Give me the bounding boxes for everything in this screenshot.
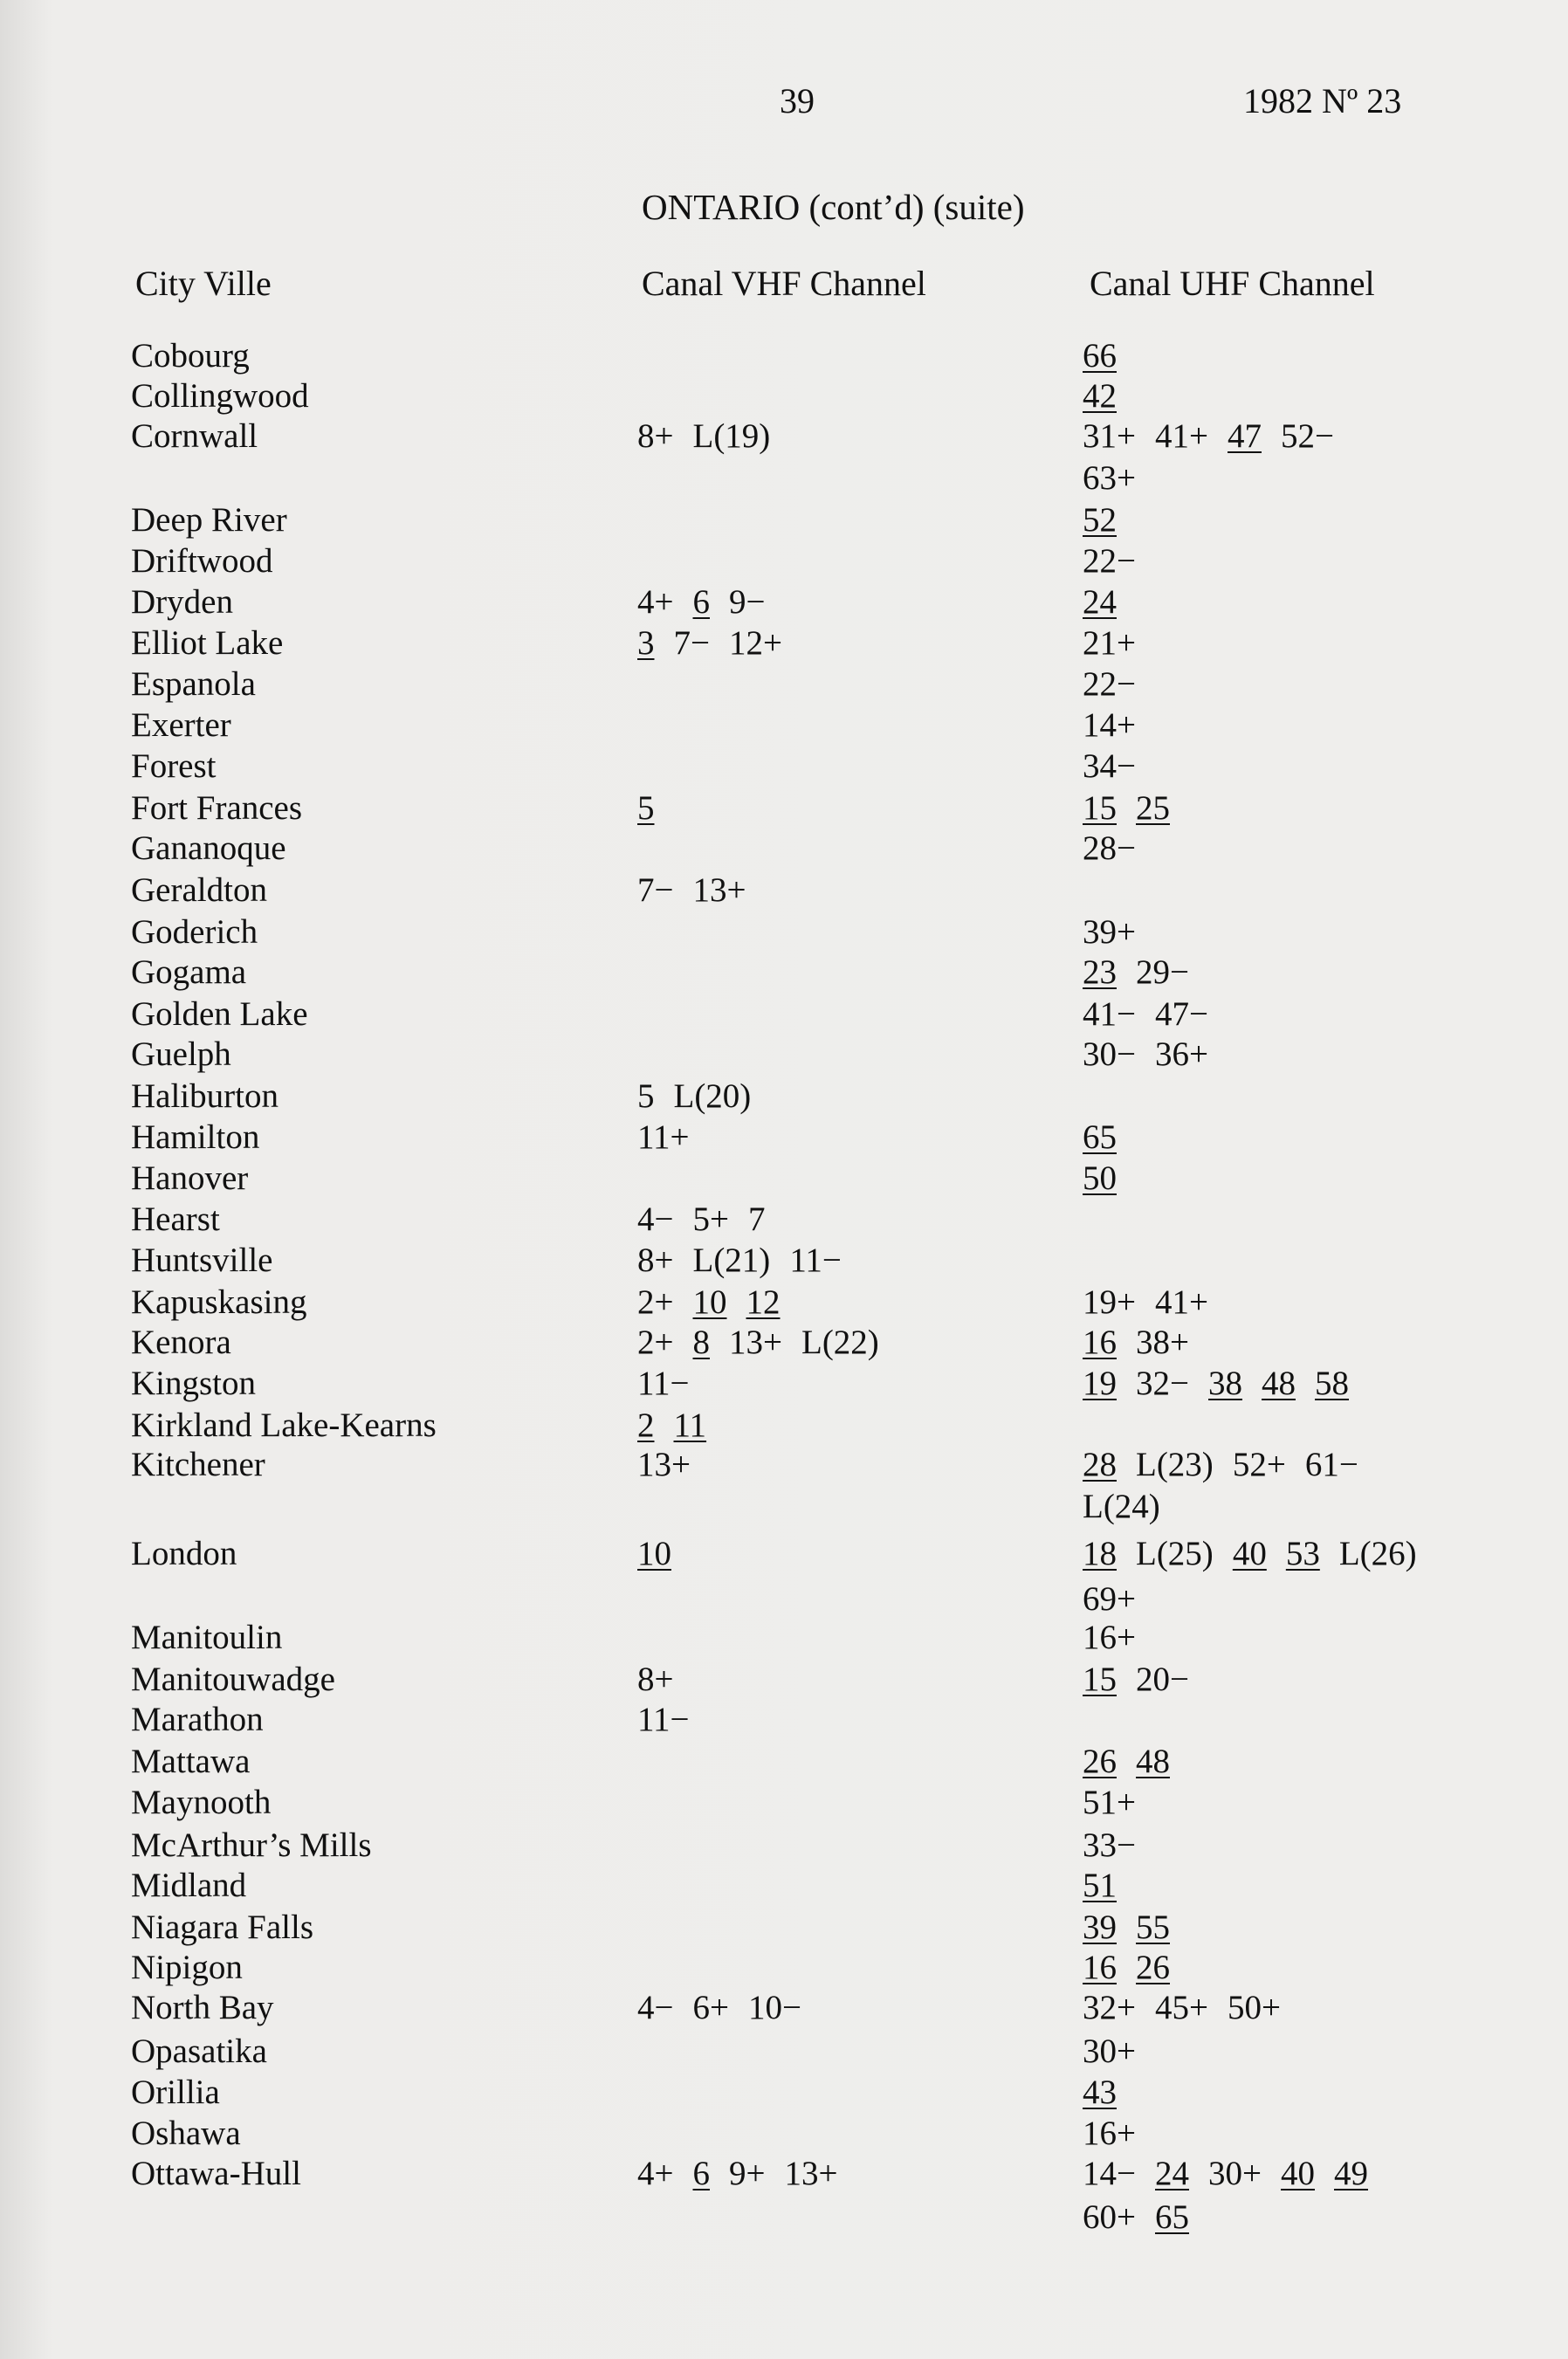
vhf-channels [637,1202,785,1236]
uhf-channels [1083,461,1155,495]
city-name: Elliot Lake [131,624,284,662]
channel-value: 41− [1083,995,1136,1033]
channel-value: 33− [1083,1826,1136,1864]
vhf-channels [637,2156,857,2190]
city-name: Gogama [131,953,247,991]
vhf-channels [637,1366,709,1400]
channel-value-underlined: 58 [1315,1365,1349,1402]
channel-value-underlined: 3 [637,624,655,662]
channel-value: 2+ [637,1283,674,1321]
uhf-channels [1083,749,1155,783]
channel-value-underlined: 16 [1083,1949,1117,1986]
uhf-channels [1083,1537,1436,1571]
channel-value: 20− [1136,1661,1189,1698]
channel-value-underlined: 19 [1083,1365,1117,1402]
city-name: Maynooth [131,1784,272,1821]
channel-value-underlined: 40 [1281,2155,1315,2192]
uhf-channels [1083,1744,1189,1778]
vhf-channels [637,873,766,907]
vhf-channels [637,419,789,453]
city-name: North Bay [131,1989,274,2026]
channel-value-underlined: 6 [692,2155,710,2192]
channel-value: 4− [637,1989,674,2026]
uhf-channels [1083,1325,1208,1359]
channel-value: 47− [1155,995,1208,1033]
city-name: Fort Frances [131,789,303,827]
channel-value: L(22) [801,1324,879,1361]
city-name: McArthur’s Mills [131,1826,372,1864]
uhf-channels [1083,1366,1368,1400]
channel-value: 13+ [692,871,746,909]
uhf-channels [1083,379,1136,413]
uhf-channels [1083,544,1155,578]
city-name: Manitouwadge [131,1661,335,1698]
city-name: Forest [131,747,217,785]
channel-value: 30− [1083,1035,1136,1073]
uhf-channels [1083,791,1189,825]
channel-value-underlined: 47 [1228,417,1262,455]
channel-value-underlined: 18 [1083,1535,1117,1572]
channel-value: 69+ [1083,1580,1136,1618]
channel-value-underlined: 49 [1334,2155,1368,2192]
channel-value: 50+ [1228,1989,1281,2026]
uhf-channels [1083,419,1353,453]
channel-value: 9+ [729,2155,766,2192]
city-name: Kapuskasing [131,1283,307,1321]
vhf-channels [637,1448,710,1482]
city-name: Espanola [131,665,256,703]
uhf-channels [1083,1448,1378,1482]
uhf-channels [1083,1620,1155,1654]
uhf-channels [1083,1991,1300,2025]
channel-value-underlined: 26 [1136,1949,1170,1986]
channel-value: 39+ [1083,913,1136,951]
channel-value: 16+ [1083,1619,1136,1656]
channel-value: 11− [637,1701,690,1738]
channel-value: 13+ [637,1446,691,1483]
city-name: Deep River [131,501,287,539]
city-name: London [131,1535,237,1572]
channel-value: 2+ [637,1324,674,1361]
channel-value-underlined: 66 [1083,337,1117,375]
channel-value-underlined: 55 [1136,1909,1170,1946]
channel-value: 41+ [1155,1283,1208,1321]
channel-value: 13+ [729,1324,782,1361]
channel-value: 7− [673,624,710,662]
uhf-channels [1083,708,1155,742]
city-name: Kingston [131,1365,257,1402]
city-name: Marathon [131,1701,264,1738]
channel-value: 4+ [637,2155,674,2192]
city-name: Hearst [131,1200,220,1238]
channel-value-underlined: 38 [1208,1365,1242,1402]
channel-value-underlined: 15 [1083,789,1117,827]
channel-value: 4+ [637,583,674,621]
channel-value: L(20) [673,1077,752,1115]
channel-value: 7 [748,1200,766,1238]
channel-value: 8+ [637,417,674,455]
channel-value-underlined: 43 [1083,2074,1117,2111]
city-name: Kitchener [131,1446,265,1483]
city-name: Ottawa-Hull [131,2155,301,2192]
city-name: Huntsville [131,1241,273,1279]
city-name: Collingwood [131,377,309,415]
uhf-channels [1083,1489,1179,1523]
city-name: Dryden [131,583,233,621]
city-name: Midland [131,1867,247,1904]
city-name: Mattawa [131,1743,251,1780]
city-name: Guelph [131,1035,231,1073]
city-name: Geraldton [131,871,267,909]
uhf-channels [1083,955,1208,989]
uhf-channels [1083,1161,1136,1195]
uhf-channels [1083,831,1155,865]
channel-value: 52+ [1232,1446,1286,1483]
channel-value-underlined: 25 [1136,789,1170,827]
channel-value-underlined: 40 [1232,1535,1267,1572]
channel-value-underlined: 23 [1083,953,1117,991]
city-name: Orillia [131,2074,220,2111]
channel-value: 38+ [1136,1324,1189,1361]
channel-value: 8+ [637,1241,674,1279]
channel-value: 6+ [692,1989,729,2026]
channel-value-underlined: 53 [1285,1535,1320,1572]
channel-value: 41+ [1155,417,1208,455]
uhf-channels [1083,503,1136,537]
channel-value-underlined: 51 [1083,1867,1117,1904]
city-name: Kenora [131,1324,231,1361]
uhf-channels [1083,2034,1155,2068]
channel-value: 30+ [1208,2155,1262,2192]
channel-value-underlined: 50 [1083,1159,1117,1197]
channel-value: 5+ [692,1200,729,1238]
channel-value-underlined: 16 [1083,1324,1117,1361]
channel-value-underlined: 11 [673,1406,707,1444]
city-name: Gananoque [131,829,286,867]
channel-value: 34− [1083,747,1136,785]
vhf-channels [637,585,785,619]
uhf-channels [1083,1037,1228,1071]
city-name: Hanover [131,1159,249,1197]
section-title: ONTARIO (cont’d) (suite) [642,187,1025,227]
uhf-channels [1083,626,1155,660]
channel-value: 9− [729,583,766,621]
page-number: 39 [780,81,815,120]
vhf-channels [637,1537,691,1571]
channel-value: 63+ [1083,459,1136,497]
uhf-channels [1083,667,1155,701]
channel-value-underlined: 6 [692,583,710,621]
channel-value: 12+ [729,624,782,662]
vhf-channels [637,1325,898,1359]
channel-value: 7− [637,871,674,909]
vhf-channels [637,791,674,825]
channel-value-underlined: 24 [1083,583,1117,621]
channel-value: L(26) [1338,1535,1417,1572]
column-header-vhf: Canal VHF Channel [642,264,926,303]
channel-value: 19+ [1083,1283,1136,1321]
channel-value: 11+ [637,1118,690,1156]
channel-value: 31+ [1083,417,1136,455]
channel-value: L(21) [692,1241,771,1279]
channel-value: 51+ [1083,1784,1136,1821]
channel-value: 14+ [1083,706,1136,744]
channel-value-underlined: 28 [1083,1446,1117,1483]
city-name: Driftwood [131,542,273,580]
channel-value-underlined: 26 [1083,1743,1117,1780]
uhf-channels [1083,2075,1136,2109]
channel-value: 22− [1083,665,1136,703]
uhf-channels [1083,1285,1228,1319]
uhf-channels [1083,1120,1136,1154]
channel-value: 22− [1083,542,1136,580]
channel-value-underlined: 42 [1083,377,1117,415]
channel-value: 14− [1083,2155,1136,2192]
column-header-city: City Ville [135,264,272,303]
channel-value: 60+ [1083,2198,1136,2236]
vhf-channels [637,626,801,660]
channel-value: L(25) [1136,1535,1214,1572]
channel-value: 11− [637,1365,690,1402]
channel-value-underlined: 10 [637,1535,671,1572]
column-header-uhf: Canal UHF Channel [1090,264,1375,303]
city-name: Cornwall [131,417,258,455]
city-name: Exerter [131,706,231,744]
channel-value-underlined: 65 [1155,2198,1189,2236]
channel-value-underlined: 48 [1262,1365,1296,1402]
city-name: Nipigon [131,1949,243,1986]
uhf-channels [1083,1868,1136,1902]
city-name: Oshawa [131,2115,241,2152]
channel-value: L(24) [1083,1488,1160,1525]
channel-value: 30+ [1083,2032,1136,2070]
channel-value: 8+ [637,1661,674,1698]
uhf-channels [1083,1950,1189,1984]
channel-value-underlined: 65 [1083,1118,1117,1156]
city-name: Golden Lake [131,995,308,1033]
city-name: Niagara Falls [131,1909,314,1946]
vhf-channels [637,1120,709,1154]
uhf-channels [1083,1662,1208,1696]
channel-value: 36+ [1155,1035,1208,1073]
city-name: Kirkland Lake-Kearns [131,1406,437,1444]
city-name: Goderich [131,913,258,951]
channel-value-underlined: 15 [1083,1661,1117,1698]
city-name: Haliburton [131,1077,279,1115]
issue-label: 1982 Nº 23 [1243,81,1402,120]
channel-value: L(19) [692,417,771,455]
channel-value-underlined: 10 [692,1283,727,1321]
uhf-channels [1083,915,1155,949]
channel-value-underlined: 48 [1136,1743,1170,1780]
channel-value: 45+ [1155,1989,1208,2026]
channel-value: 28− [1083,829,1136,867]
city-name: Hamilton [131,1118,260,1156]
channel-value: 32+ [1083,1989,1136,2026]
city-name: Opasatika [131,2032,267,2070]
channel-value-underlined: 39 [1083,1909,1117,1946]
channel-value: 29− [1136,953,1189,991]
channel-value: 10− [748,1989,801,2026]
uhf-channels [1083,2116,1155,2150]
channel-value: 61− [1304,1446,1358,1483]
channel-value-underlined: 5 [637,789,655,827]
channel-value: 11− [789,1241,842,1279]
channel-value: 4− [637,1200,674,1238]
channel-value: 52− [1281,417,1334,455]
uhf-channels [1083,997,1228,1031]
vhf-channels [637,1285,800,1319]
channel-value: L(23) [1136,1446,1214,1483]
uhf-channels [1083,1785,1155,1819]
channel-value: 16+ [1083,2115,1136,2152]
channel-value: 13+ [784,2155,838,2192]
vhf-channels [637,1243,861,1277]
vhf-channels [637,1408,726,1442]
channel-value: 5 [637,1077,655,1115]
uhf-channels [1083,2156,1387,2190]
city-name: Manitoulin [131,1619,283,1656]
channel-value: 32− [1136,1365,1189,1402]
vhf-channels [637,1991,821,2025]
uhf-channels [1083,1828,1155,1862]
channel-value-underlined: 52 [1083,501,1117,539]
channel-value-underlined: 12 [746,1283,781,1321]
channel-value-underlined: 24 [1155,2155,1189,2192]
channel-value: 21+ [1083,624,1136,662]
city-name: Cobourg [131,337,250,375]
channel-value-underlined: 8 [692,1324,710,1361]
vhf-channels [637,1702,709,1737]
vhf-channels [637,1662,693,1696]
uhf-channels [1083,339,1136,373]
vhf-channels [637,1079,770,1113]
uhf-channels [1083,585,1136,619]
uhf-channels [1083,2200,1208,2234]
uhf-channels [1083,1582,1155,1616]
uhf-channels [1083,1910,1189,1944]
channel-value-underlined: 2 [637,1406,655,1444]
